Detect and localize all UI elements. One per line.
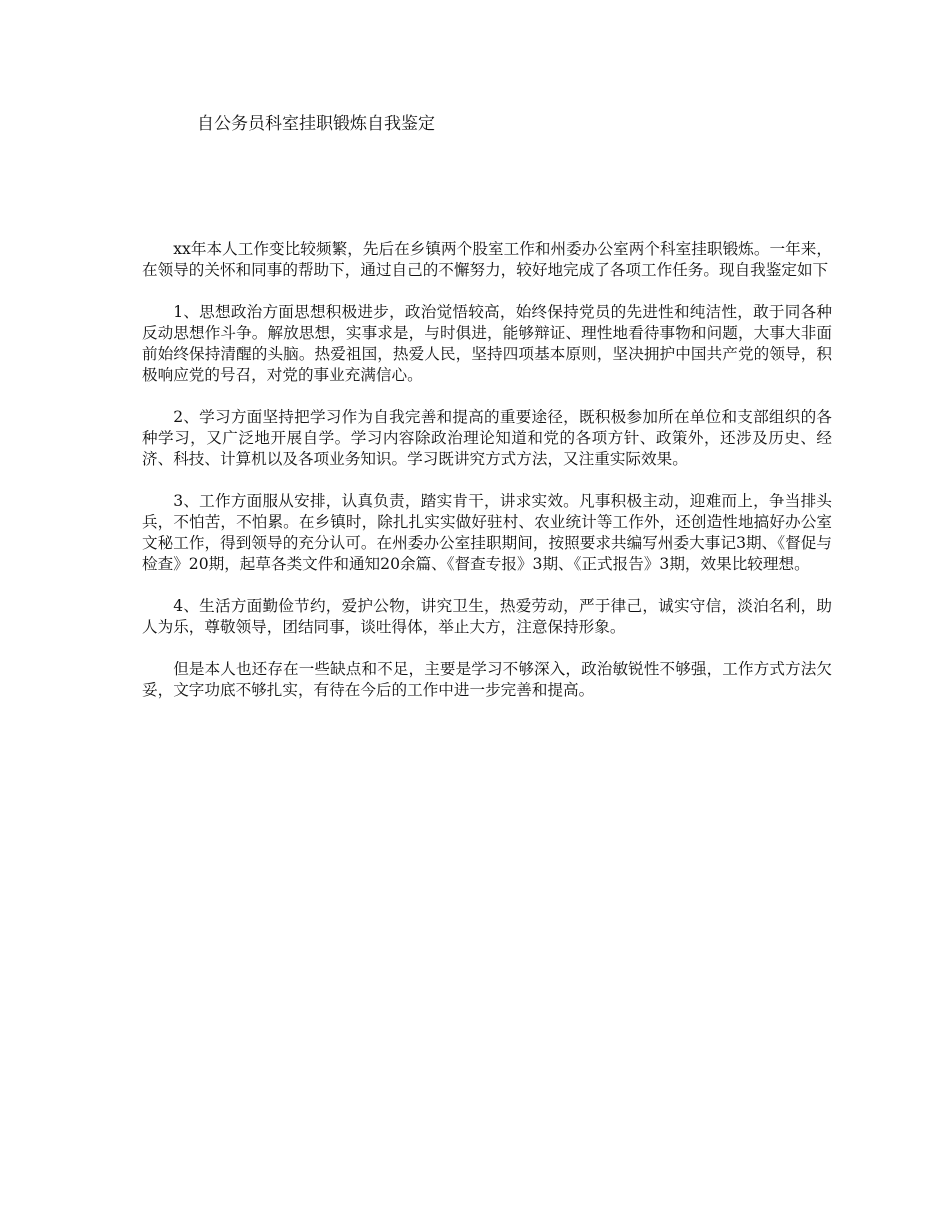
shortcomings-paragraph: 但是本人也还存在一些缺点和不足，主要是学习不够深入，政治敏锐性不够强，工作方式方法欠妥，文字功底不够扎实，有待在今后的工作中进一步完善和提高。 [142,660,832,699]
study-paragraph: 2、学习方面坚持把学习作为自我完善和提高的重要途径，既积极参加所在单位和支部组织的各种学习，又广泛地开展自学。学习内容除政治理论知道和党的各项方针、政策外，还涉及历史、经济、科技、计算机以及各项业务知识。学习既讲究方式方法，又注重实际效果。 [142,408,832,468]
political-paragraph: 1、思想政治方面思想积极进步，政治觉悟较高，始终保持党员的先进性和纯洁性，敢于同各种反动思想作斗争。解放思想，实事求是，与时俱进，能够辩证、理性地看待事物和问题，大事大非面前始终保持清醒的头脑。热爱祖国，热爱人民，坚持四项基本原则，坚决拥护中国共产党的领导，积极响应党的号召，对党的事业充满信心。 [142,303,832,384]
life-paragraph: 4、生活方面勤俭节约，爱护公物，讲究卫生，热爱劳动，严于律己，诚实守信，淡泊名利，助人为乐，尊敬领导，团结同事，谈吐得体，举止大方，注意保持形象。 [142,597,832,636]
document-body [142,239,832,722]
work-paragraph: 3、工作方面服从安排，认真负责，踏实肯干，讲求实效。凡事积极主动，迎难而上，争当排头兵，不怕苦，不怕累。在乡镇时，除扎扎实实做好驻村、农业统计等工作外，还创造性地搞好办公室文秘工作，得到领导的充分认可。在州委办公室挂职期间，按照要求共编写州委大事记3期、《督促与检查》20期，起草各类文件和通知20余篇、《督查专报》3期、《正式报告》3期，效果比较理想。 [142,492,832,573]
document-title: 自公务员科室挂职锻炼自我鉴定 [197,114,435,134]
intro-paragraph: xx年本人工作变比较频繁，先后在乡镇两个股室工作和州委办公室两个科室挂职锻炼。一年来，在领导的关怀和同事的帮助下，通过自己的不懈努力，较好地完成了各项工作任务。现自我鉴定如下 [142,240,832,279]
